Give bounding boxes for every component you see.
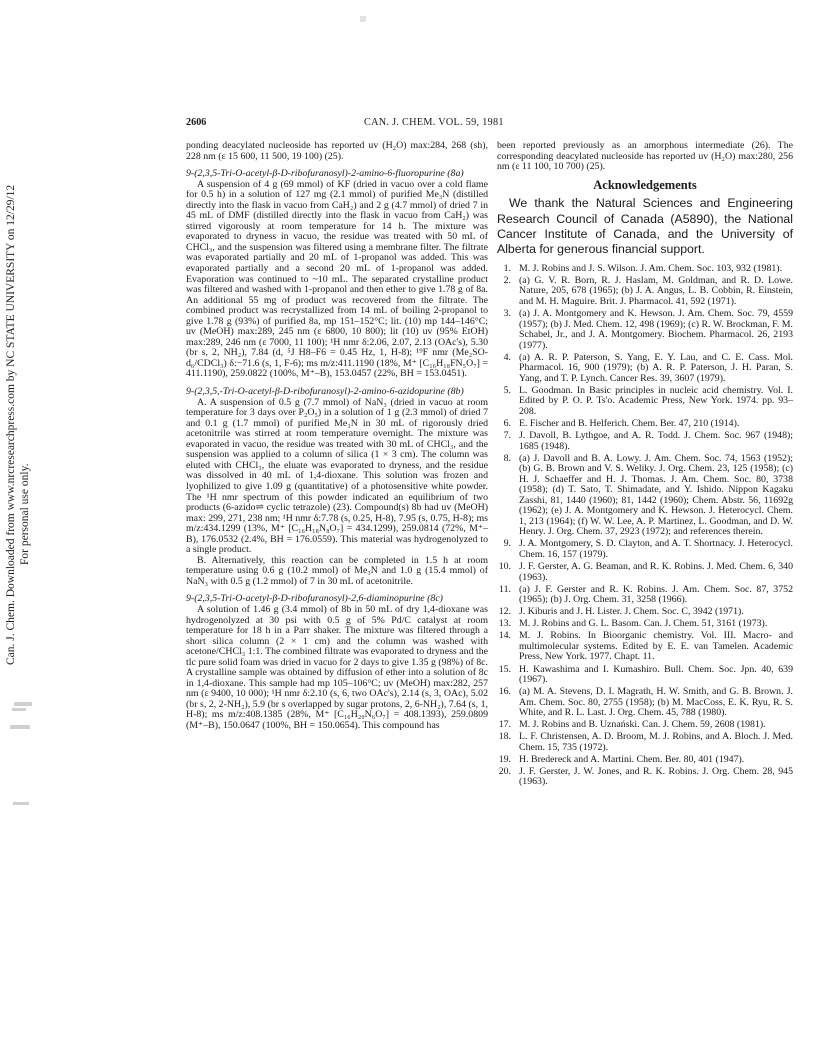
reference-text: (a) M. A. Stevens, D. I. Magrath, H. W. Smith, and G. B. Brown. J. Am. Chem. Soc. 80, 2755 (1958); (b) M. MacCoss, E. K. Ryu, R. S. White, and R. L. Last. J. Org. Chem. 45, 788 (1980). (519, 686, 793, 719)
reference-item (497, 276, 793, 308)
reference-text: (a) J. F. Gerster and R. K. Robins. J. Am. Chem. Soc. 87, 3752 (1965); (b) J. Org. Chem. 31, 3258 (1966). (519, 583, 793, 606)
reference-text: (a) J. Davoll and B. A. Lowy. J. Am. Chem. Soc. 74, 1563 (1952); (b) G. B. Brown and V. S. Weliky. J. Org. Chem. 23, 125 (1958); (c) H. J. Schaeffer and H. J. Thomas. J. Am. Chem. Soc. 80, 3738 (1958); (d) T. Sato, T. Shimadate, and Y. Ishido. Nippon Kagaku Zasshi, 81, 1440 (1960); 81, 1442 (1960); Chem. Abstr. 56, 11692g (1962); (e) J. A. Montgomery and K. Hewson. J. Heterocycl. Chem. 1, 213 (1964); (f) W. W. Lee, A. P. Martinez, L. Goodman, and D. W. Henry. J. Org. Chem. 37, 2923 (1972); and references therein. (519, 452, 793, 538)
reference-text: J. Kiburis and J. H. Lister. J. Chem. Soc. C, 3942 (1971). (519, 606, 744, 618)
reference-item (497, 607, 793, 618)
reference-number: 1. (503, 262, 511, 274)
reference-number: 15. (498, 663, 511, 675)
download-watermark (2, 184, 32, 665)
reference-number: 3. (503, 308, 511, 319)
reference-text: J. F. Gerster, A. G. Beaman, and R. K. Robins. J. Med. Chem. 6, 340 (1963). (519, 561, 793, 583)
personal-use-notice: For personal use only. (19, 463, 31, 565)
reference-text: H. Kawashima and I. Kumashiro. Bull. Chem. Soc. Jpn. 40, 639 (1967). (519, 663, 793, 686)
reference-item (497, 309, 793, 351)
reference-item (497, 562, 793, 583)
reference-number: 6. (503, 417, 511, 429)
reference-text: M. J. Robins and B. Uznański. Can. J. Chem. 59, 2608 (1981). (519, 719, 766, 731)
reference-number: 20. (498, 765, 511, 777)
scan-artifact (13, 802, 29, 805)
reference-item (497, 767, 793, 788)
section-title: 9-(2,3,5-Tri-O-acetyl-β-D-ribofuranosyl)-2-amino-6-fluoropurine (8a) (186, 168, 464, 180)
reference-text: H. Bredereck and A. Martini. Chem. Ber. 80, 401 (1947). (519, 753, 745, 765)
reference-item (497, 386, 793, 418)
scan-artifact (14, 702, 32, 706)
reference-number: 18. (498, 731, 511, 743)
reference-text: M. J. Robins and G. L. Basom. Can. J. Chem. 51, 3161 (1973). (519, 618, 768, 630)
body-paragraph: B. Alternatively, this reaction can be completed in 1.5 h at room temperature using 0.6 g (10.2 mmol) of Me₃N and 1.0 g (15.4 mmol) of NaN₃ with 0.5 g (1.2 mmol) of 7 in 30 mL of acetonitrile. (186, 554, 488, 587)
reference-number: 10. (498, 561, 511, 573)
body-paragraph: A solution of 1.46 g (3.4 mmol) of 8b in 50 mL of dry 1,4-dioxane was hydrogenolyzed at 30 psi with 0.5 g of 5% Pd/C catalyst at room temperature for 18 h in a Parr shaker. The mixture was filtered through a short silica column (2 × 1 cm) and the column was washed with acetone/CHCl₃ 1:1. The combined filtrate was evaporated to dryness and the tlc pure solid foam was dried in vacuo for 2 days to give 1.35 g (98%) of 8c. A crystalline sample was obtained by diffusion of ether into a solution of 8c in 1,4-dioxane. This sample had mp 105–106°C; uv (MeOH) max:282, 257 nm (ε 9400, 10 000); ¹H nmr δ:2.10 (s, 6, two OAc's), 2.14 (s, 3, OAc), 5.02 (br s, 2, 2-NH₂), 5.9 (br s overlapped by sugar protons, 2, 6-NH₂), 7.64 (s, 1, H-8); ms m/z:408.1385 (28%, M⁺ [C₁₆H₂₀N₆O₇] = 408.1393), 259.0809 (M⁺–B), 150.0647 (100%, BH = 150.0654). This compound has (186, 603, 488, 731)
reference-text: (a) J. A. Montgomery and K. Hewson. J. Am. Chem. Soc. 79, 4559 (1957); (b) J. Med. Chem. 12, 498 (1969); (c) R. W. Brockman, F. M. Schabel, Jr., and J. A. Montgomery. Biochem. Pharmacol. 26, 2193 (1977). (519, 308, 793, 351)
scan-artifact (12, 708, 26, 711)
body-paragraph: A. A suspension of 0.5 g (7.7 mmol) of NaN₃ (dried in vacuo at room temperature for 3 days over P₂O₅) in a solution of 1 g (2.3 mmol) of dried 7 and 0.1 g (1.7 mmol) of purified Me₃N in 30 mL of rigorously dried acetonitrile was stirred at room temperature overnight. The mixture was evaporated in vacuo, the residue was treated with 30 mL of CHCl₃, and the suspension was applied to a column of silica (1 × 3 cm). The column was eluted with CHCl₃, the eluate was evaporated to dryness, and the residue was dissolved in 40 mL of 1,4-dioxane. This solution was frozen and lyophilized to give 1.09 g (quantitative) of a photosensitive white powder. The ¹H nmr spectrum of this powder indicated an equilibrium of two products (6-azido⇌ cyclic tetrazole) (23). Compound(s) 8b had uv (MeOH) max: 299, 271, 238 nm; ¹H nmr δ:7.78 (s, 0.25, H-8), 7.95 (s, 0.75, H-8); ms m/z:434.1299 (13%, M⁺ [C₁₆H₁₈N₈O₇] = 434.1299), 259.0814 (72%, M⁺–B), 176.0532 (2.4%, BH = 176.0559). This material was hydrogenolyzed to a single product. (186, 396, 488, 556)
reference-number: 7. (503, 430, 511, 442)
scan-artifact (10, 725, 30, 729)
reference-text: L. Goodman. In Basic principles in nucleic acid chemistry. Vol. I. Edited by P. O. P. Ts'o. Academic Press, New York. 1974. pp. 93–208. (519, 384, 793, 417)
reference-text: J. F. Gerster, J. W. Jones, and R. K. Robins. J. Org. Chem. 28, 945 (1963). (519, 765, 793, 788)
reference-number: 2. (503, 274, 511, 286)
reference-item (497, 431, 793, 452)
page-number: 2606 (186, 117, 207, 128)
reference-number: 17. (498, 719, 511, 731)
left-column (186, 141, 488, 732)
reference-item (497, 353, 793, 385)
reference-number: 16. (498, 686, 511, 698)
reference-number: 9. (503, 538, 511, 550)
journal-header: CAN. J. CHEM. VOL. 59, 1981 (364, 117, 504, 128)
running-header (186, 117, 791, 133)
reference-item (497, 665, 793, 686)
body-paragraph: ponding deacylated nucleoside has reported uv (H₂O) max:284, 268 (sh), 228 nm (ε 15 600, 11 500, 19 100) (25). (186, 140, 488, 162)
reference-text: (a) G. V. R. Born, R. J. Haslam, M. Goldman, and R. D. Lowe. Nature, 205, 678 (1965); (b) J. A. Angus, L. B. Cobbin, R. Einstein, and M. H. Maguire. Brit. J. Pharmacol. 41, 592 (1971). (519, 274, 793, 307)
reference-list (497, 264, 793, 788)
section-title: 9-(2,3,5,-Tri-O-acetyl-β-D-ribofuranosyl)-2-amino-6-azidopurine (8b) (186, 386, 464, 398)
reference-text: J. Davoll, B. Lythgoe, and A. R. Todd. J. Chem. Soc. 967 (1948); 1685 (1948). (519, 430, 793, 452)
reference-text: M. J. Robins and J. S. Wilson. J. Am. Chem. Soc. 103, 932 (1981). (519, 262, 783, 274)
reference-number: 5. (503, 384, 511, 396)
reference-item (497, 585, 793, 606)
reference-item (497, 454, 793, 538)
reference-number: 11. (499, 583, 511, 595)
reference-item (497, 687, 793, 719)
reference-item (497, 755, 793, 766)
right-column (497, 141, 793, 790)
right-column-intro: been reported previously as an amorphous intermediate (26). The corresponding deacylated nucleoside has reported uv (H₂O) max:280, 256 nm (ε 11 100, 10 700) (25). (497, 140, 793, 173)
reference-number: 19. (498, 753, 511, 765)
reference-item (497, 619, 793, 630)
acknowledgements-heading: Acknowledgements (593, 177, 697, 192)
scan-artifact (360, 16, 366, 22)
reference-number: 8. (503, 452, 511, 464)
reference-text: J. A. Montgomery, S. D. Clayton, and A. T. Shortnacy. J. Heterocycl. Chem. 16, 157 (1979). (519, 538, 793, 561)
reference-text: (a) A. R. P. Paterson, S. Yang, E. Y. Lau, and C. E. Cass. Mol. Pharmacol. 16, 900 (1979); (b) A. R. P. Paterson, J. H. Paran, S. Yang, and T. P. Lynch. Cancer Res. 39, 3607 (1979). (519, 351, 793, 384)
reference-number: 4. (503, 351, 511, 363)
section-title: 9-(2,3,5-Tri-O-acetyl-β-D-ribofuranosyl)-2,6-diaminopurine (8c) (186, 593, 443, 605)
reference-item (497, 631, 793, 663)
acknowledgements-text: We thank the Natural Sciences and Engineering Research Council of Canada (A5890), the National Cancer Institute of Canada, and the University of Alberta for generous financial support. (497, 196, 793, 257)
reference-item (497, 419, 793, 430)
reference-item (497, 264, 793, 275)
body-paragraph: A suspension of 4 g (69 mmol) of KF (dried in vacuo over a cold flame for 0.5 h) in a solution of 127 mg (2.1 mmol) of purified Me₃N (distilled directly into the flask in vacuo from CaH₂) and 2 g (4.7 mmol) of dried 7 in 45 mL of DMF (distilled directly into the flask in vacuo from CaH₂) was stirred vigorously at room temperature for 14 h. The mixture was evaporated to dryness in vacuo, the residue was treated with 50 mL of CHCl₃, and the suspension was filtered using a membrane filter. The filtrate was evaporated partially and 20 mL of 1-propanol was added. This was evaporated partially and a second 20 mL of 1-propanol was added. Evaporation was continued to ~10 mL. The separated crystalline product was filtered and washed with 1-propanol and then ether to give 1.78 g of 8a. An additional 55 mg of product was recovered from the filtrate. The combined product was recrystallized from 14 mL of boiling 2-propanol to give 1.78 g (93%) of purified 8a, mp 151–152°C; lit. (10) mp 144–146°C; uv (MeOH) max:289, 245 nm (ε 6800, 10 800); lit (10) uv (95% EtOH) max:289, 246 nm (ε 7000, 11 100); ¹H nmr δ:2.06, 2.07, 2.13 (OAc's), 5.30 (br s, 2, NH₂), 7.84 (d, ⁵J H8–F6 = 0.45 Hz, 1, H-8); ¹⁹F nmr (Me₂SO-d₆/CDCl₃) δ:−71.6 (s, 1, F-6); ms m/z:411.1190 (18%, M⁺ [C₁₆H₁₈FN₅O₇] = 411.1190), 259.0822 (100%, M⁺–B), 153.0457 (22%, BH = 153.0451). (186, 178, 488, 380)
reference-item (497, 732, 793, 753)
reference-text: L. F. Christensen, A. D. Broom, M. J. Robins, and A. Bloch. J. Med. Chem. 15, 735 (1972). (519, 731, 793, 753)
download-notice: Can. J. Chem. Downloaded from www.nrcresearchpress.com by NC STATE UNIVERSITY on 12/29/12 (5, 184, 17, 665)
reference-text: E. Fischer and B. Helferich. Chem. Ber. 47, 210 (1914). (519, 417, 740, 429)
reference-number: 12. (498, 606, 511, 618)
reference-item (497, 539, 793, 560)
reference-number: 13. (498, 618, 511, 630)
reference-text: M. J. Robins. In Bioorganic chemistry. Vol. III. Macro- and multimolecular systems. Edited by E. E. van Tamelen. Academic Press, New York. 1977. Chapt. 11. (519, 630, 793, 663)
reference-number: 14. (498, 630, 511, 642)
reference-item (497, 720, 793, 731)
